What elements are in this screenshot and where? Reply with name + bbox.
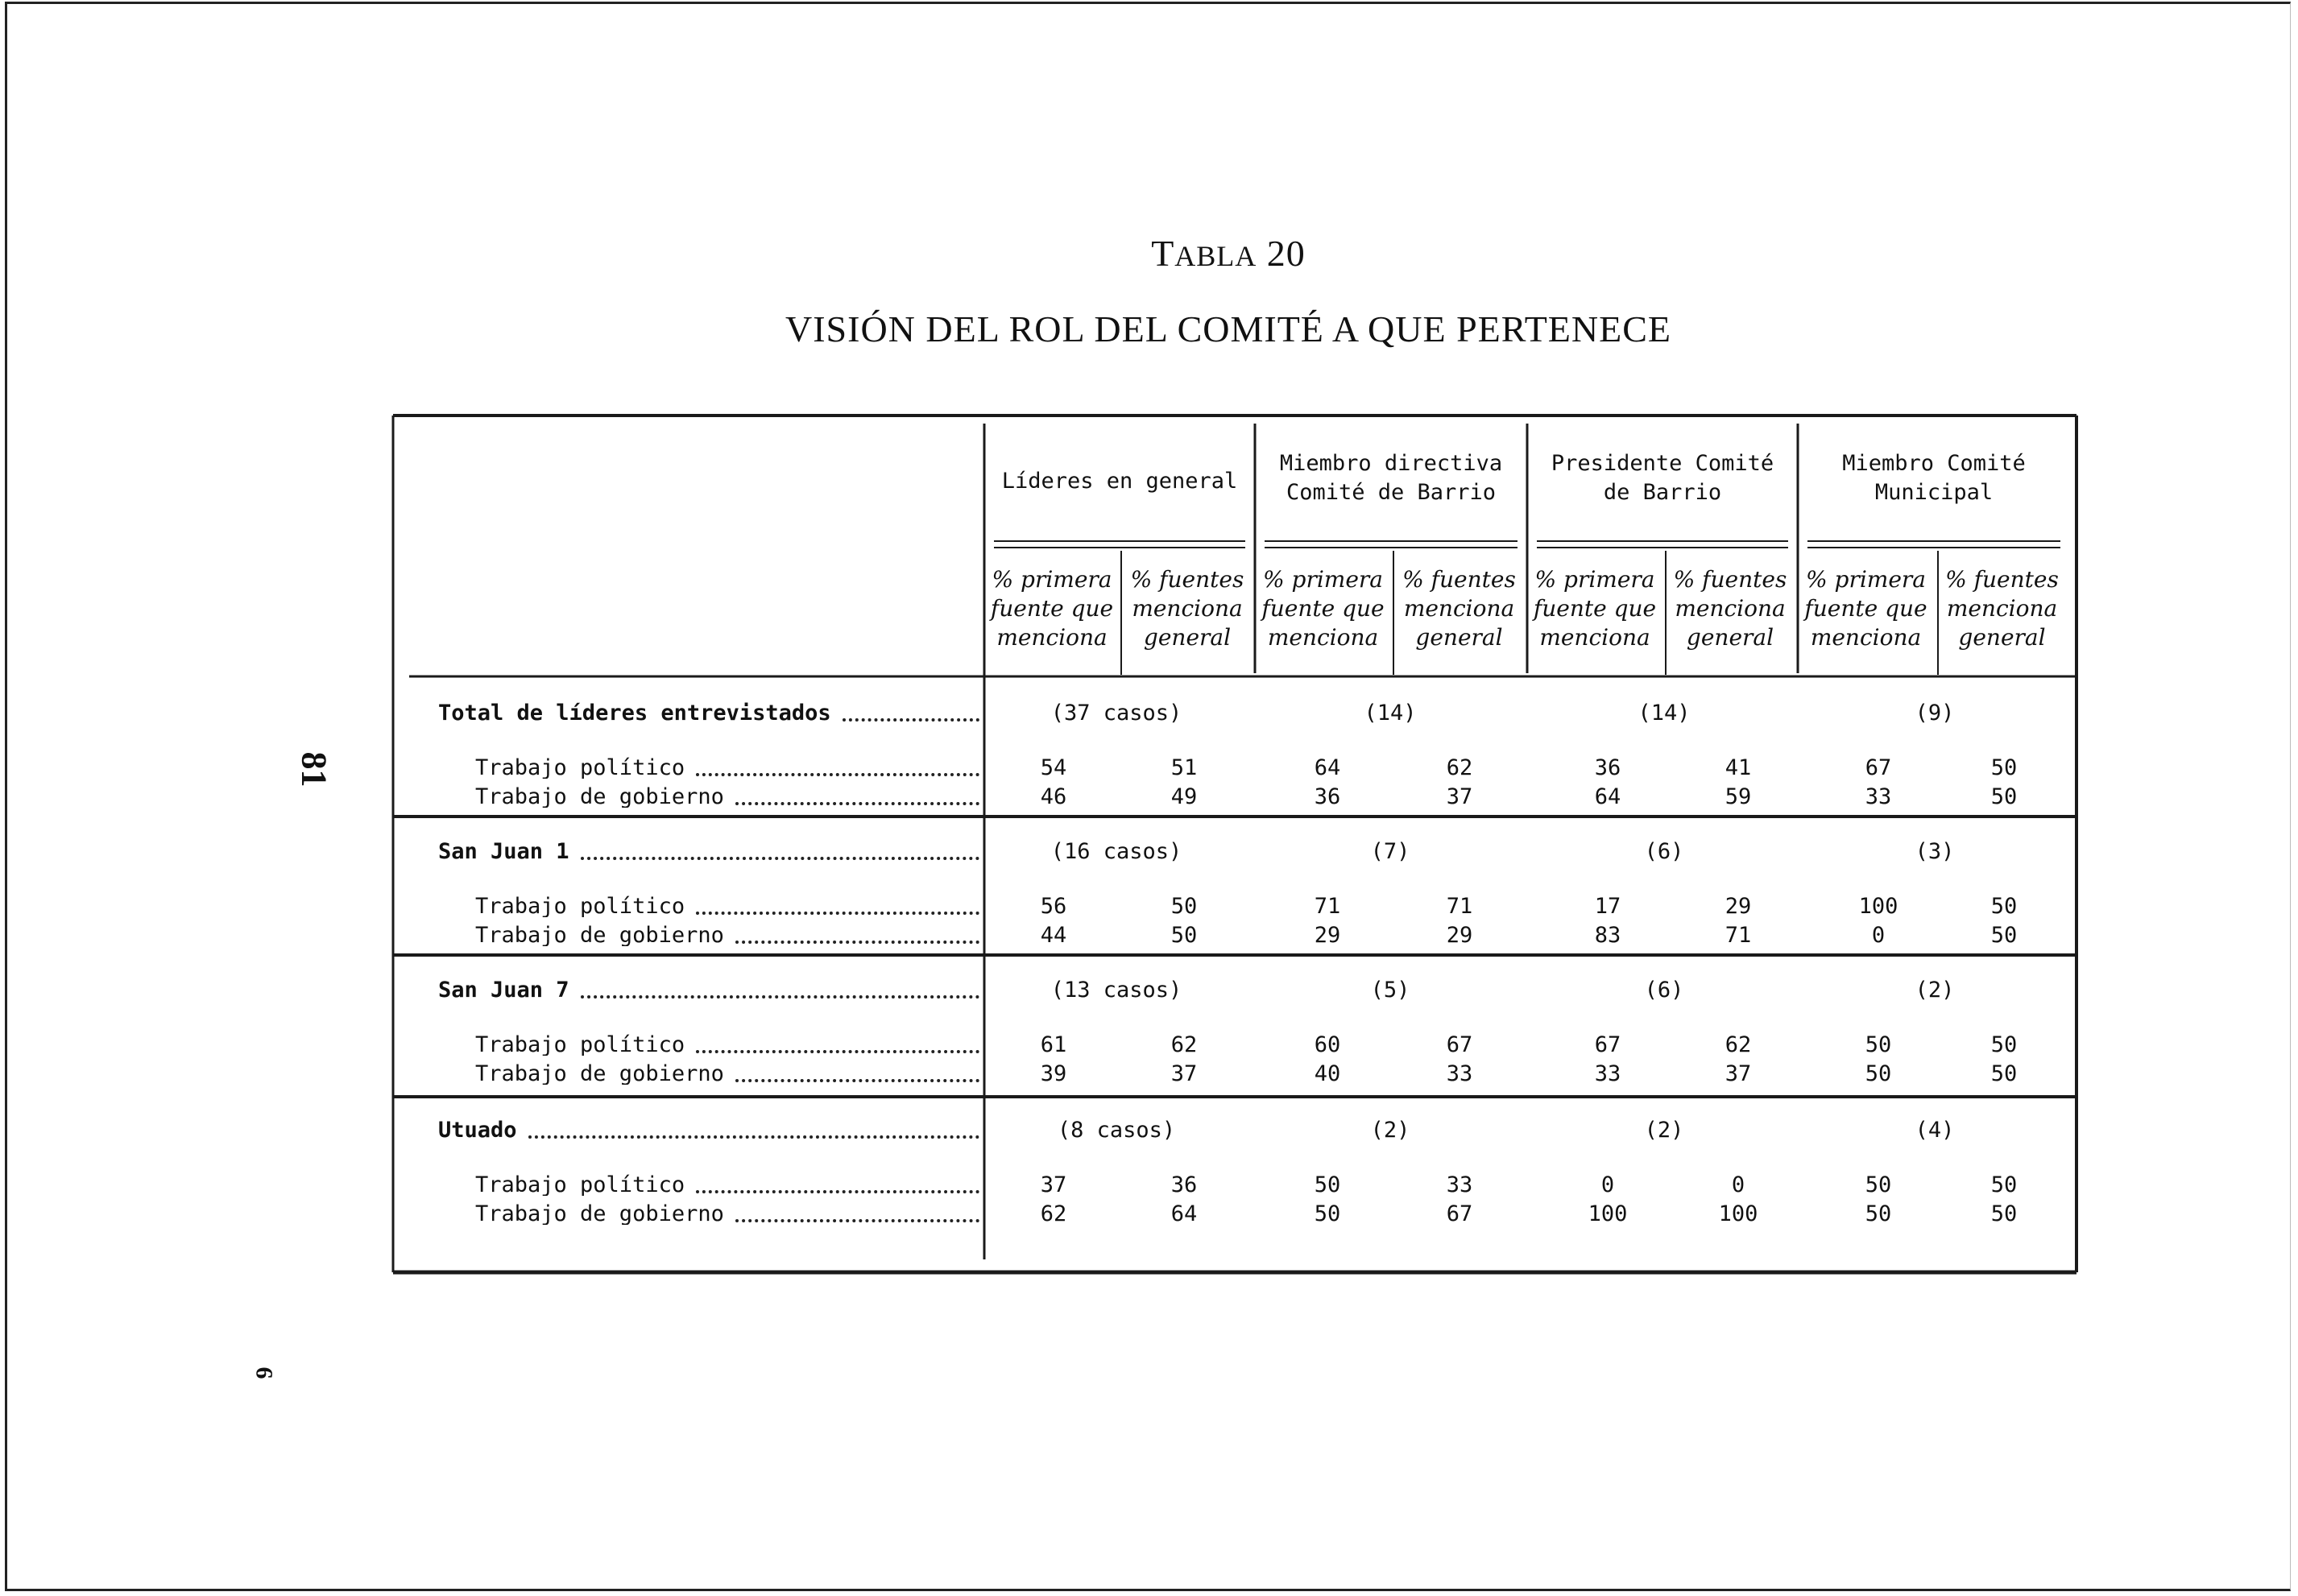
table-cell: 71 [1446,894,1473,919]
table-cell: 50 [1990,784,2018,809]
section-label: Total de líderes entrevistados [438,702,831,724]
case-count: (4) [1915,1118,1955,1143]
table-cell: 50 [1990,894,2018,919]
table-cell: 37 [1446,784,1473,809]
table-cell: 33 [1446,1172,1473,1197]
case-count: (2) [1644,1118,1684,1143]
subcolumn-header: % fuentes menciona general [1945,566,2059,651]
table-cell: 50 [1990,923,2018,948]
table-cell: 50 [1990,1061,2018,1086]
table-cell: 50 [1865,1201,1892,1226]
table-cell: 37 [1040,1172,1067,1197]
table-cell: 67 [1594,1032,1621,1057]
table-label-number: 20 [1266,233,1306,274]
table-cell: 37 [1170,1061,1198,1086]
table-cell: 59 [1725,784,1752,809]
page-mark-rotated: 6 [251,1367,278,1379]
row-label: Trabajo de gobierno [475,786,724,808]
dot-leader [581,995,979,999]
table-cell: 100 [1718,1201,1758,1226]
dot-leader [735,1079,979,1082]
table-cell: 41 [1725,755,1752,780]
case-count: (14) [1638,701,1691,726]
section-label: San Juan 7 [438,979,569,1001]
table-cell: 64 [1170,1201,1198,1226]
dot-leader [696,912,979,915]
subcolumn-header: % primera fuente que menciona [990,566,1114,651]
table-cell: 40 [1314,1061,1341,1086]
table-cell: 44 [1040,923,1067,948]
table-cell: 37 [1725,1061,1752,1086]
table-cell: 100 [1858,894,1898,919]
subcolumn-header: % primera fuente que menciona [1533,566,1657,651]
section-label: San Juan 1 [438,841,569,862]
table-cell: 62 [1446,755,1473,780]
table-cell: 62 [1040,1201,1067,1226]
case-count: (16 casos) [1050,839,1182,864]
subcolumn-header: % fuentes menciona general [1130,566,1244,651]
table-title: VISIÓN DEL ROL DEL COMITÉ A QUE PERTENECE [785,308,1671,349]
case-count: (2) [1915,978,1955,1003]
dot-leader [843,718,979,722]
row-label: Trabajo político [475,1174,685,1196]
case-count: (8 casos) [1057,1118,1176,1143]
row-label: Trabajo de gobierno [475,1063,724,1085]
table-cell: 67 [1865,755,1892,780]
section-label: Utuado [438,1119,517,1141]
case-count: (13 casos) [1050,978,1182,1003]
dot-leader [696,773,979,776]
table-cell: 64 [1314,755,1341,780]
table-cell: 64 [1594,784,1621,809]
row-label: Trabajo de gobierno [475,1203,724,1225]
table-cell: 49 [1170,784,1198,809]
table-cell: 50 [1170,894,1198,919]
group-header: Miembro directiva Comité de Barrio [1279,451,1503,505]
table-cell: 50 [1990,1201,2018,1226]
table-cell: 46 [1040,784,1067,809]
table-cell: 54 [1040,755,1067,780]
dot-leader [735,802,979,805]
table-cell: 36 [1594,755,1621,780]
case-count: (6) [1644,839,1684,864]
table-cell: 60 [1314,1032,1341,1057]
table-cell: 29 [1314,923,1341,948]
table-cell: 29 [1446,923,1473,948]
table-cell: 50 [1314,1172,1341,1197]
table-cell: 36 [1170,1172,1198,1197]
table-cell: 71 [1725,923,1752,948]
table-cell: 50 [1865,1032,1892,1057]
dot-leader [735,1219,979,1222]
table-cell: 67 [1446,1032,1473,1057]
dot-leader [735,941,979,944]
table-cell: 50 [1865,1172,1892,1197]
table-cell: 62 [1725,1032,1752,1057]
case-count: (14) [1364,701,1417,726]
table-cell: 33 [1594,1061,1621,1086]
table-cell: 0 [1731,1172,1745,1197]
table-cell: 36 [1314,784,1341,809]
case-count: (37 casos) [1050,701,1182,726]
subcolumn-header: % fuentes menciona general [1402,566,1516,651]
table-cell: 29 [1725,894,1752,919]
dot-leader [696,1190,979,1193]
page-number-rotated: 81 [294,751,334,788]
table-cell: 17 [1594,894,1621,919]
table-label-prefix: TABLA [1151,233,1257,274]
group-header: Líderes en general [1001,469,1238,494]
table-cell: 50 [1170,923,1198,948]
table-cell: 56 [1040,894,1067,919]
subcolumn-header: % primera fuente que menciona [1804,566,1927,651]
table-cell: 50 [1990,1172,2018,1197]
row-label: Trabajo de gobierno [475,924,724,946]
subcolumn-header: % fuentes menciona general [1673,566,1787,651]
table-cell: 0 [1600,1172,1615,1197]
case-count: (9) [1915,701,1955,726]
table-cell: 62 [1170,1032,1198,1057]
table-cell: 83 [1594,923,1621,948]
group-header: Presidente Comité de Barrio [1551,451,1774,505]
case-count: (2) [1370,1118,1410,1143]
table-cell: 50 [1314,1201,1341,1226]
table-cell: 51 [1170,755,1198,780]
group-header: Miembro Comité Municipal [1842,451,2026,505]
table-cell: 71 [1314,894,1341,919]
case-count: (3) [1915,839,1955,864]
table-cell: 61 [1040,1032,1067,1057]
case-count: (5) [1370,978,1410,1003]
table-cell: 67 [1446,1201,1473,1226]
row-label: Trabajo político [475,895,685,917]
case-count: (6) [1644,978,1684,1003]
subcolumn-header: % primera fuente que menciona [1261,566,1385,651]
table-cell: 39 [1040,1061,1067,1086]
row-label: Trabajo político [475,1034,685,1056]
table-cell: 50 [1990,755,2018,780]
table-cell: 33 [1865,784,1892,809]
dot-leader [581,857,979,860]
table-cell: 33 [1446,1061,1473,1086]
row-label: Trabajo político [475,757,685,779]
table-cell: 0 [1871,923,1886,948]
table-cell: 100 [1588,1201,1628,1226]
table-cell: 50 [1865,1061,1892,1086]
dot-leader [696,1050,979,1053]
table-cell: 50 [1990,1032,2018,1057]
dot-leader [528,1135,979,1139]
case-count: (7) [1370,839,1410,864]
